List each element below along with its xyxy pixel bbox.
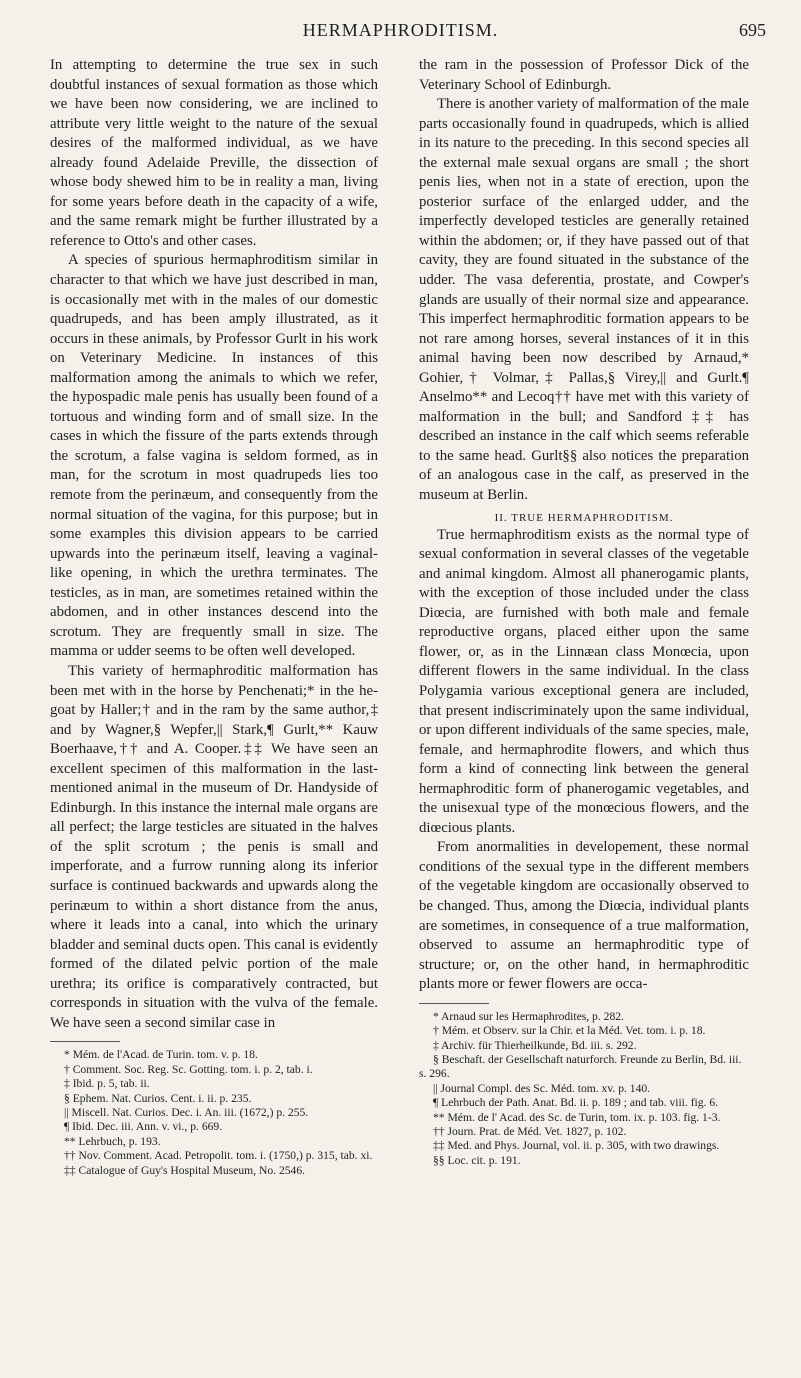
footnote: § Beschaft. der Gesellschaft naturforch. Freunde zu Berlin, Bd. iii. s. 296. [419, 1052, 742, 1081]
left-footnotes [50, 1048, 378, 1178]
footnote: §§ Loc. cit. p. 191. [433, 1153, 521, 1167]
footnote: ‡‡ Med. and Phys. Journal, vol. ii. p. 305, with two drawings. [433, 1139, 720, 1153]
right-paragraph-2: There is another variety of malformation of the male parts occasionally found in quadrupeds, which is allied in its nature to the preceding. In this second species all the external male sexual organs are small ; the short penis lies, when not in a state of erection, upon the posterior surface of the enlarged udder, and the imperfectly developed testicles are generally retained within the abdomen; or, if they have passed out of that cavity, they are found situated in the substance of the udder. The vasa deferentia, prostate, and Cowper's glands are usually of their normal size and appearance. This imperfect hermaphroditic formation appears to be not rare among horses, several instances of it in this animal having been now described by Arnaud,* Gohier,† Volmar,‡ Pallas,§ Virey,|| and Gurlt.¶ Anselmo** and Lecoq†† have met with this variety of malformation in the bull; and Sandford ‡‡ has described an instance in the calf which seems referable to the same head. Gurlt§§ also notices the preparation of an analogous case in the calf, as preserved in the museum at Berlin. [419, 96, 749, 504]
footnote: †† Nov. Comment. Acad. Petropolit. tom. i. (1750,) p. 315, tab. xi. [64, 1149, 373, 1163]
footnote: * Arnaud sur les Hermaphrodites, p. 282. [433, 1009, 624, 1023]
footnote: § Ephem. Nat. Curios. Cent. i. ii. p. 235. [64, 1091, 252, 1105]
right-paragraph-1: the ram in the possession of Professor Dick of the Veterinary School of Edinburgh. [419, 57, 749, 93]
footnote: || Miscell. Nat. Curios. Dec. i. An. iii. (1672,) p. 255. [64, 1105, 309, 1119]
footnote: † Comment. Soc. Reg. Sc. Gotting. tom. i. p. 2, tab. i. [64, 1062, 313, 1076]
footnote: ** Mém. de l' Acad. des Sc. de Turin, tom. ix. p. 103. fig. 1-3. [433, 1110, 721, 1124]
running-title: HERMAPHRODITISM. [302, 20, 499, 40]
right-column [419, 56, 749, 1168]
footnote: ¶ Ibid. Dec. iii. Ann. v. vi., p. 669. [64, 1120, 223, 1134]
section-heading: II. TRUE HERMAPHRODITISM. [494, 511, 674, 524]
left-paragraph-1: In attempting to determine the true sex in such doubtful instances of sexual formation as those which we have been now considering, we are inclined to attribute very little weight to the nature of the sexual desires of the malformed individual, as we have already found Adelaide Preville, the dissection of whose body shewed him to be in reality a man, living for some years before death in the capacity of a wife, and the same remark might be further illustrated by a reference to Otto's and other cases. [50, 57, 378, 249]
footnote: * Mém. de l'Acad. de Turin. tom. v. p. 18. [64, 1048, 258, 1062]
footnote: ** Lehrbuch, p. 193. [64, 1134, 161, 1148]
right-footnotes [419, 1010, 749, 1168]
footnote: †† Journ. Prat. de Méd. Vet. 1827, p. 102. [433, 1124, 627, 1138]
footnote: ¶ Lehrbuch der Path. Anat. Bd. ii. p. 189 ; and tab. viii. fig. 6. [433, 1096, 719, 1110]
page-number: 695 [739, 20, 766, 40]
footnote-divider [419, 1003, 489, 1004]
footnote: ‡‡ Catalogue of Guy's Hospital Museum, No. 2546. [64, 1163, 306, 1177]
left-paragraph-3: This variety of hermaphroditic malformation has been met with in the horse by Penchenati;* in the he-goat by Haller;† and in the ram by the same author,‡ and by Wagner,§ Wepfer,|| Stark,¶ Gurlt,** Kauw Boerhaave,†† and A. Cooper.‡‡ We have seen an excellent specimen of this malformation in the last-mentioned animal in the museum of Dr. Handyside of Edinburgh. In this instance the internal male organs are all perfect; the large testicles are situated in the halves of the split scrotum ; the penis is small and imperforate, and a furrow running along its inferior surface is continued backwards and upwards along the perinæum to within a short distance from the anus, where it leads into a canal, into which the urinary bladder and seminal ducts open. This canal is evidently formed of the dilated pelvic portion of the male urethra; its orifice is comparatively contracted, but corresponds in situation with the vulva of the female. We have seen a second similar case in [50, 662, 378, 1031]
footnote: ‡ Archiv. für Thierheilkunde, Bd. iii. s. 292. [433, 1038, 637, 1052]
right-paragraph-3: True hermaphroditism exists as the normal type of sexual conformation in several classes of the vegetable and animal kingdom. Almost all phanerogamic plants, with the exception of those included under the class Diœcia, are furnished with both male and female reproductive organs, placed either upon the same flower, or, as in the Linnæan class Monœcia, upon different flowers in the same individual. In the class Polygamia various exceptional genera are included, that present indiscriminately upon the same individual, or upon different individuals of the same species, male, female, and hermaphrodite flowers, and which thus form a kind of connecting link between the general hermaphroditic form of phanerogamic vegetables, and the unisexual type of the monœcious flowers, and the diœcious plants. [419, 526, 749, 836]
footnote: || Journal Compl. des Sc. Méd. tom. xv. p. 140. [433, 1081, 651, 1095]
footnote-divider [50, 1041, 120, 1042]
footnote: † Mém. et Observ. sur la Chir. et la Méd. Vet. tom. i. p. 18. [433, 1024, 706, 1038]
right-paragraph-4: From anormalities in developement, these normal conditions of the sexual type in the different members of the vegetable kingdom are occasionally observed to be changed. Thus, among the Diœcia, individual plants are sometimes, in consequence of a true malformation, observed to assume an hermaphroditic type of structure; or, on the other hand, in hermaphroditic plants more or fewer flowers are occa- [419, 839, 749, 993]
left-column [50, 56, 378, 1178]
footnote: ‡ Ibid. p. 5, tab. ii. [64, 1077, 150, 1091]
left-paragraph-2: A species of spurious hermaphroditism similar in character to that which we have just described in man, is occasionally met with in the males of our domestic quadrupeds, and has been amply illustrated, as it occurs in these animals, by Professor Gurlt in his work on Veterinary Medicine. In instances of this malformation among the animals to which we refer, the hypospadic male penis has usually been found of a tortuous and winding form and of small size. In the cases in which the fissure of the parts extends through the scrotum, a false vagina is seldom formed, as in man, for the scrotum in most quadrupeds lies too remote from the perinæum, and consequently from the normal situation of the vagina, for this purpose; but in some examples this division appears to be carried upwards into the perinæum itself, leaving a vaginal-like opening, in which the urethra terminates. The testicles, as in man, are sometimes retained within the abdomen, and in other instances descend into the scrotum. They are frequently small in size. The mamma or udder seems to be often well developed. [50, 252, 378, 660]
